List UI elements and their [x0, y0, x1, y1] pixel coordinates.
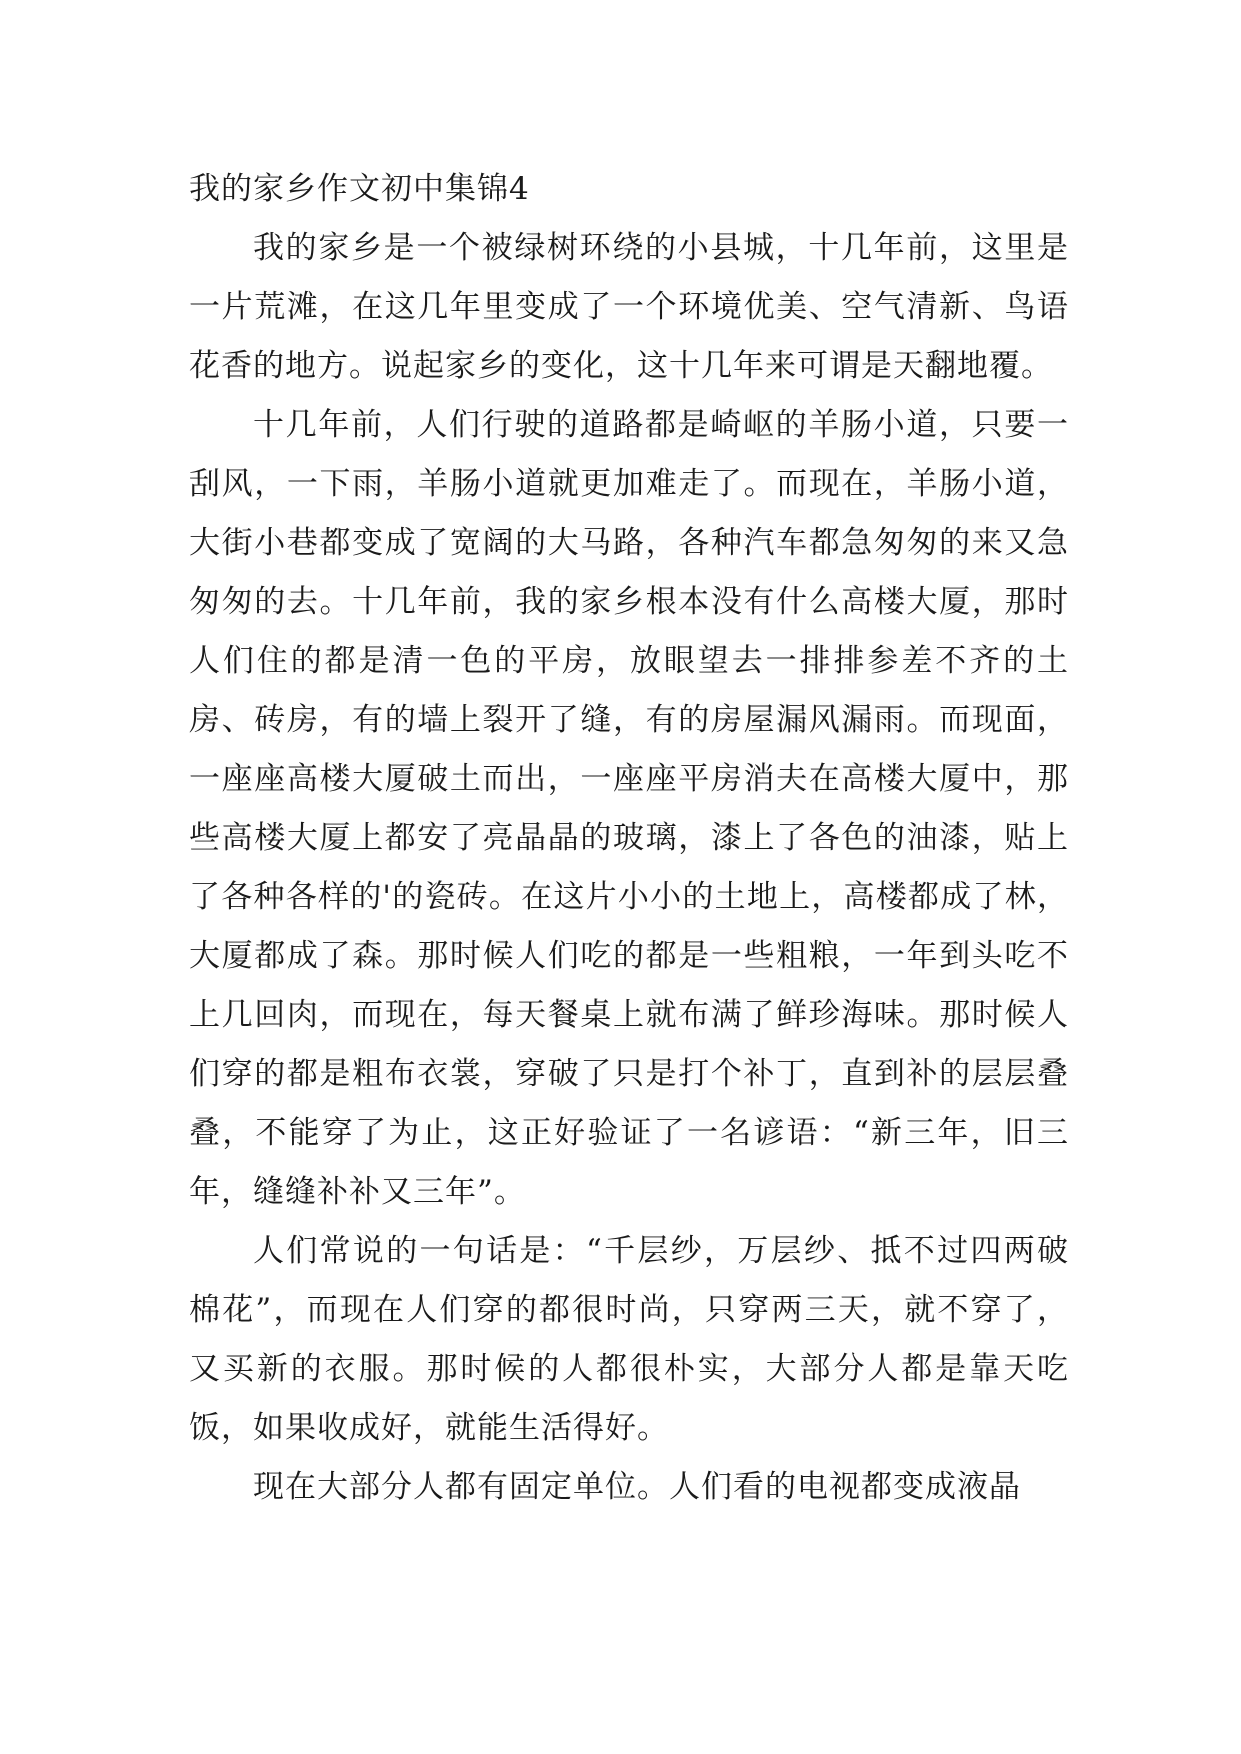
paragraph-1: 我的家乡是一个被绿树环绕的小县城，十几年前，这里是一片荒滩，在这几年里变成了一个环境优美、空气清新、鸟语花香的地方。说起家乡的变化，这十几年来可谓是天翻地覆。	[189, 230, 1069, 384]
document-body	[189, 160, 1069, 1517]
paragraph-4: 现在大部分人都有固定单位。人们看的电视都变成液晶	[253, 1469, 1021, 1505]
paragraph-3: 人们常说的一句话是：“千层纱，万层纱、抵不过四两破棉花”，而现在人们穿的都很时尚，只穿两三天，就不穿了，又买新的衣服。那时候的人都很朴实，大部分人都是靠天吃饭，如果收成好，就能生活得好。	[189, 1233, 1069, 1446]
document-title: 我的家乡作文初中集锦4	[189, 171, 530, 207]
paragraph-2: 十几年前，人们行驶的道路都是崎岖的羊肠小道，只要一刮风，一下雨，羊肠小道就更加难走了。而现在，羊肠小道，大街小巷都变成了宽阔的大马路，各种汽车都急匆匆的来又急匆匆的去。十几年前，我的家乡根本没有什么高楼大厦，那时人们住的都是清一色的平房，放眼望去一排排参差不齐的土房、砖房，有的墙上裂开了缝，有的房屋漏风漏雨。而现面，一座座高楼大厦破土而出，一座座平房消夫在高楼大厦中，那些高楼大厦上都安了亮晶晶的玻璃，漆上了各色的油漆，贴上了各种各样的'的瓷砖。在这片小小的土地上，高楼都成了林，大厦都成了森。那时候人们吃的都是一些粗粮，一年到头吃不上几回肉，而现在，每天餐桌上就布满了鲜珍海味。那时候人们穿的都是粗布衣裳，穿破了只是打个补丁，直到补的层层叠叠，不能穿了为止，这正好验证了一名谚语：“新三年，旧三年，缝缝补补又三年”。	[189, 407, 1069, 1210]
